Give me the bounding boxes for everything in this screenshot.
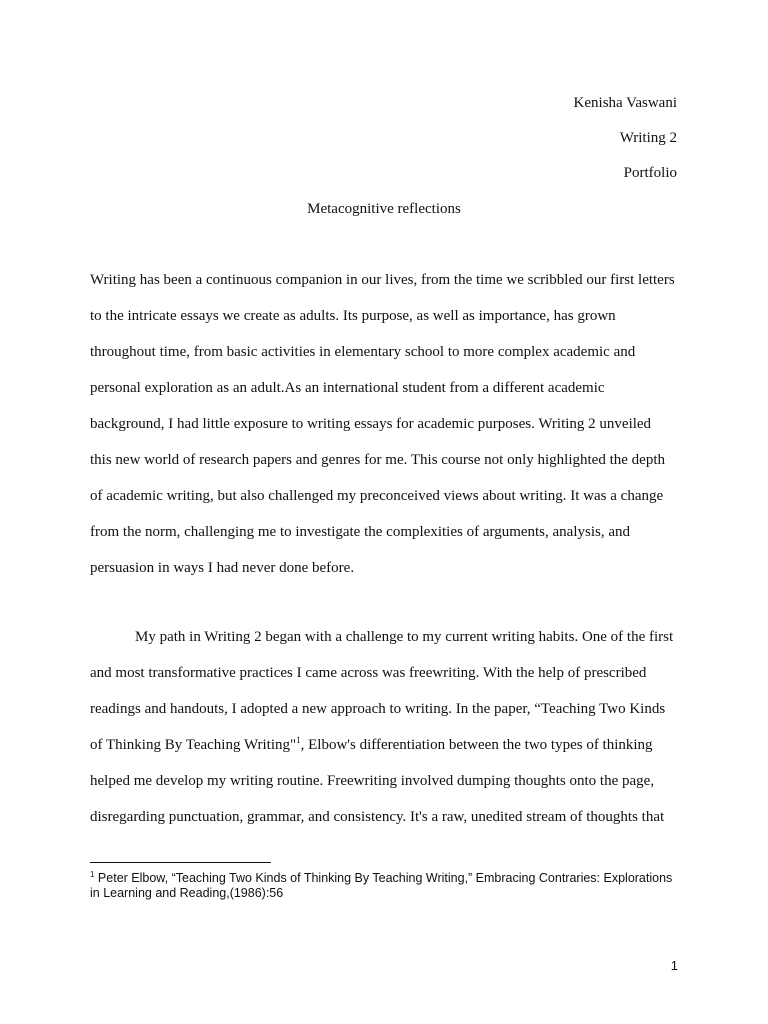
footnote-line: in Learning and Reading,(1986):56 <box>90 886 284 900</box>
paragraph-text: of Thinking By Teaching Writing" <box>90 737 297 753</box>
paragraph-line: background, I had little exposure to writing essays for academic purposes. Writing 2 unveiled <box>90 416 652 432</box>
paragraph-line: Writing has been a continuous companion in our lives, from the time we scribbled our first letters <box>90 272 675 288</box>
footnote-text: Peter Elbow, “Teaching Two Kinds of Thinking By Teaching Writing,” Embracing Contraries: Explorations <box>94 871 673 885</box>
paragraph-line: My path in Writing 2 began with a challenge to my current writing habits. One of the first <box>135 629 674 645</box>
paragraph-line: from the norm, challenging me to investigate the complexities of arguments, analysis, and <box>90 524 631 540</box>
paragraph-2 <box>90 619 680 835</box>
paragraph-line: disregarding punctuation, grammar, and consistency. It's a raw, unedited stream of thoughts that <box>90 809 665 825</box>
paragraph-text: , Elbow's differentiation between the two types of thinking <box>300 737 653 753</box>
paragraph-line: this new world of research papers and genres for me. This course not only highlighted the depth <box>90 452 665 468</box>
paragraph-line: personal exploration as an adult.As an international student from a different academic <box>90 380 605 396</box>
paragraph-1 <box>90 262 680 586</box>
paragraph-line: of academic writing, but also challenged my preconceived views about writing. It was a change <box>90 488 664 504</box>
paragraph-line: helped me develop my writing routine. Freewriting involved dumping thoughts onto the page, <box>90 773 655 789</box>
paragraph-line: to the intricate essays we create as adults. Its purpose, as well as importance, has grown <box>90 308 616 324</box>
course-name: Writing 2 <box>619 130 677 146</box>
author-name: Kenisha Vaswani <box>573 95 677 111</box>
paragraph-line-with-footnote-ref <box>90 727 680 763</box>
footnote <box>90 871 690 901</box>
footnote-separator <box>90 862 271 863</box>
assignment-name: Portfolio <box>623 165 677 181</box>
footnote-line <box>90 871 690 886</box>
page-number: 1 <box>670 958 678 973</box>
footnote-reference[interactable]: 1 <box>296 735 301 745</box>
paragraph-line: and most transformative practices I came across was freewriting. With the help of prescribed <box>90 665 647 681</box>
document-title: Metacognitive reflections <box>307 201 461 217</box>
footnote-marker: 1 <box>90 869 95 879</box>
paragraph-line: readings and handouts, I adopted a new approach to writing. In the paper, “Teaching Two Kinds <box>90 701 666 717</box>
paragraph-line: throughout time, from basic activities in elementary school to more complex academic and <box>90 344 636 360</box>
paragraph-line: persuasion in ways I had never done before. <box>90 560 355 576</box>
